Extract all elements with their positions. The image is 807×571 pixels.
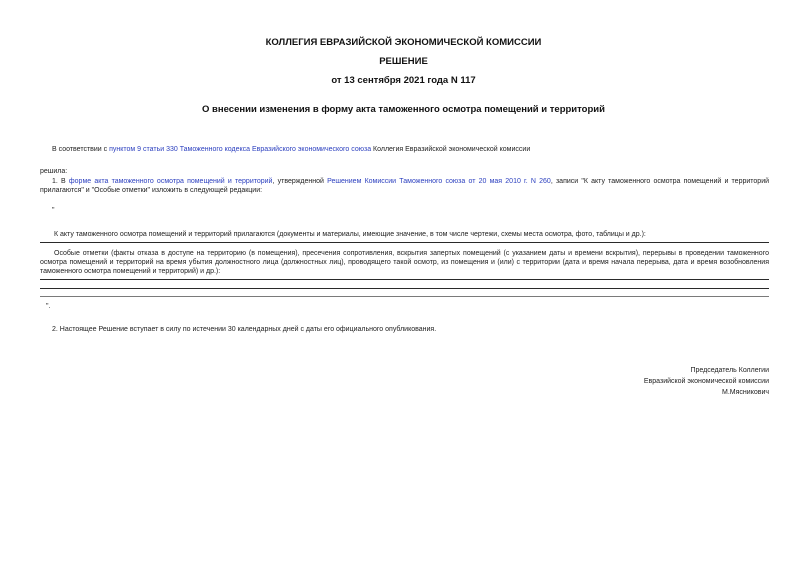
special-marks-rule-1 [40, 279, 769, 280]
intro-prefix: В соответствии с [52, 146, 110, 153]
attachments-rule [40, 242, 769, 243]
item-1-prefix: 1. В [52, 178, 69, 185]
signature-title-line: Председатель Коллегии [690, 367, 769, 374]
item-1-mid: , утвержденной [272, 178, 328, 185]
signature-org-line: Евразийской экономической комиссии [643, 378, 769, 385]
decision-260-link[interactable]: Решением Комиссии Таможенного союза от 20 мая 2010 г. N 260 [327, 178, 551, 185]
item-1-paragraph [40, 177, 769, 195]
intro-paragraph [52, 145, 772, 154]
special-marks-rule-2 [40, 288, 769, 289]
document-title: О внесении изменения в форму акта таможенного осмотра помещений и территорий [202, 104, 605, 115]
quote-close: ". [46, 303, 51, 310]
special-marks-text: Особые отметки (факты отказа в доступе на территорию (в помещения), пресечения сопротивления, вскрытия запертых помещений (с указанием даты и времени вскрытия), перерывы в проведении таможенного осмотра помещений и территорий на время убытия должностного лица (должностных лиц), проводящего такой осмотр, из помещения и (или) с территории (дата и время начала перерыва, дата и время возобновления таможенного осмотра помещений и территорий) и др.): [40, 250, 769, 275]
item-2-paragraph: 2. Настоящее Решение вступает в силу по истечении 30 календарных дней с даты его официального опубликования. [52, 326, 437, 333]
customs-code-link[interactable]: пунктом 9 статьи 330 Таможенного кодекса Евразийского экономического союза [109, 146, 372, 153]
act-form-link[interactable]: форме акта таможенного осмотра помещений и территорий [68, 178, 273, 185]
attachments-text: К акту таможенного осмотра помещений и территорий прилагаются (документы и материалы, имеющие значение, в том числе чертежи, схемы места осмотра, фото, таблицы и др.): [54, 231, 646, 238]
item-1-suffix: , записи "К акту таможенного осмотра помещений и территорий прилагаются" и "Особые отметки" изложить в следующей редакции: [40, 178, 770, 194]
org-heading: КОЛЛЕГИЯ ЕВРАЗИЙСКОЙ ЭКОНОМИЧЕСКОЙ КОМИССИИ [265, 37, 542, 48]
decided-label: решила: [40, 168, 68, 175]
intro-suffix: Коллегия Евразийской экономической комиссии [371, 146, 531, 153]
special-marks-rule-3 [40, 296, 769, 297]
signature-name: М.Мясникович [722, 389, 769, 396]
doc-type-heading: РЕШЕНИЕ [379, 56, 428, 67]
date-number-heading: от 13 сентября 2021 года N 117 [331, 75, 476, 86]
quote-open: " [52, 207, 55, 214]
